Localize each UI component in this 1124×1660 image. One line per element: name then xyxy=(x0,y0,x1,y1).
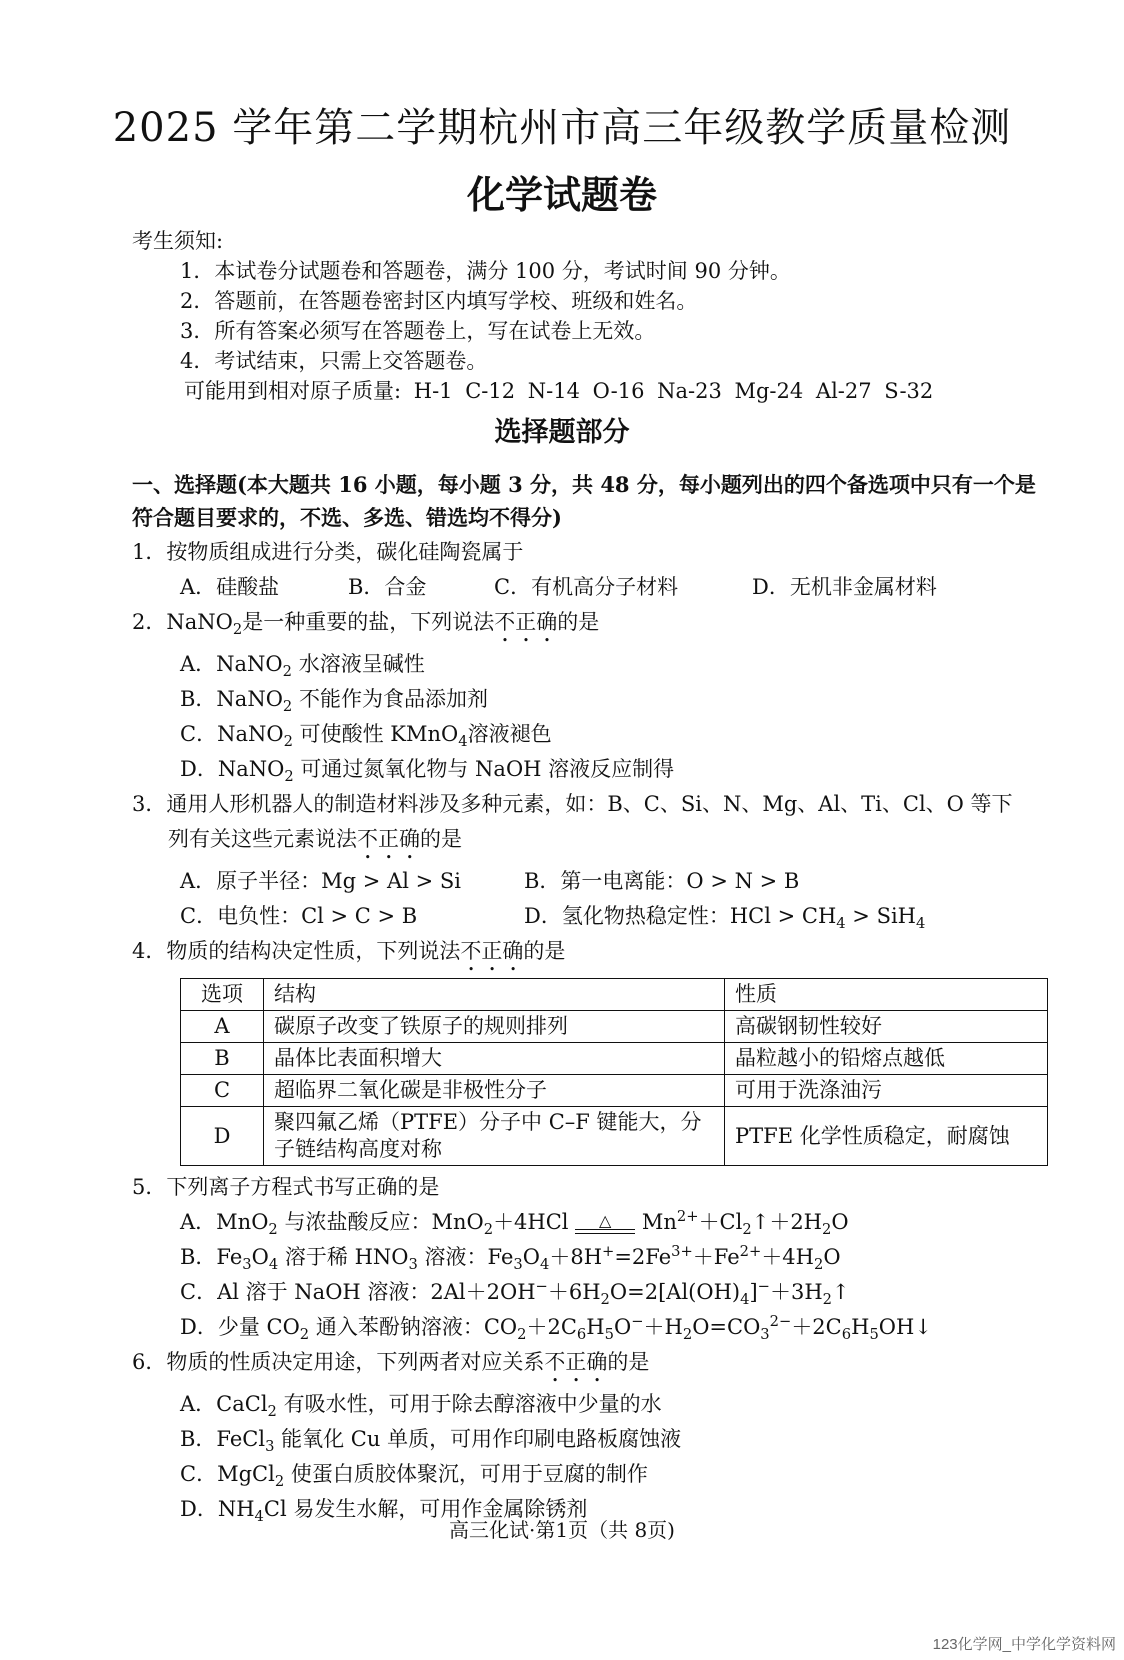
emphasis-text: 不正确 xyxy=(544,1350,608,1374)
option-a: A．原子半径：Mg > Al > Si xyxy=(180,869,461,893)
notice-item: 1．本试卷分试题卷和答题卷，满分 100 分，考试时间 90 分钟。 xyxy=(180,259,791,283)
table-header: 结构 xyxy=(264,979,725,1011)
question-4 xyxy=(132,934,1062,1166)
candidate-notice xyxy=(132,226,1072,406)
table-row xyxy=(181,1107,1048,1166)
notice-item: 2．答题前，在答题卷密封区内填写学校、班级和姓名。 xyxy=(180,289,698,313)
question-5 xyxy=(132,1170,1062,1345)
page-title: 2025 学年第二学期杭州市高三年级教学质量检测 xyxy=(112,105,1012,151)
heating-equals-sign: △ xyxy=(575,1214,635,1234)
option-c: C．电负性：Cl > C > B xyxy=(180,904,418,928)
question-stem: 1．按物质组成进行分类，碳化硅陶瓷属于 xyxy=(132,540,524,564)
option-b: B．$Fe_3O_4$ 溶于稀 $HNO_3$ 溶液：$Fe_3O_4+8H^+=2Fe^{3+}+Fe^{2+}+4H_2O$ xyxy=(180,1243,841,1274)
options-row xyxy=(132,899,1062,934)
option-c: C．MgCl$_2$ 使蛋白质胶体聚沉，可用于豆腐的制作 xyxy=(180,1462,648,1491)
emphasis-text: 不正确 xyxy=(460,939,524,963)
option-c: C．Al 溶于 NaOH 溶液：$2Al+2OH^-+6H_2O=2[Al(OH)_4]^-+3H_2↑$ xyxy=(180,1278,850,1309)
table-cell: 可用于洗涤油污 xyxy=(725,1075,1048,1107)
table-header: 性质 xyxy=(725,979,1048,1011)
option-a: A．硅酸盐 xyxy=(180,575,280,599)
options-row xyxy=(132,864,1062,899)
table-row xyxy=(181,1075,1048,1107)
emphasis-text: 不正确 xyxy=(494,610,558,634)
table-row xyxy=(181,1011,1048,1043)
question-stem: 4．物质的结构决定性质，下列说法不正确的是 xyxy=(132,939,566,963)
table-cell: 超临界二氧化碳是非极性分子 xyxy=(264,1075,725,1107)
question-stem: 2．NaNO$_2$是一种重要的盐，下列说法不正确的是 xyxy=(132,610,600,639)
question-stem: 5．下列离子方程式书写正确的是 xyxy=(132,1175,440,1199)
option-b: B．FeCl$_3$ 能氧化 Cu 单质，可用作印刷电路板腐蚀液 xyxy=(180,1427,682,1456)
page-footer: 高三化试·第1页（共 8页) xyxy=(449,1518,675,1542)
page-subtitle: 化学试题卷 xyxy=(466,172,657,217)
notice-heading: 考生须知: xyxy=(132,229,224,253)
table-header-row xyxy=(181,979,1048,1011)
option-c: C．有机高分子材料 xyxy=(494,575,679,599)
question-3 xyxy=(132,787,1062,934)
question-6 xyxy=(132,1345,1062,1527)
emphasis-text: 不正确 xyxy=(357,827,420,851)
option-b: B．合金 xyxy=(348,575,427,599)
option-a: A．NaNO$_2$ 水溶液呈碱性 xyxy=(180,652,425,681)
table-cell: A xyxy=(181,1011,264,1043)
table-cell: 晶体比表面积增大 xyxy=(264,1043,725,1075)
table-cell: B xyxy=(181,1043,264,1075)
part-heading: 一、选择题(本大题共 16 小题，每小题 3 分，共 48 分，每小题列出的四个备选项中只有一个是符合题目要求的，不选、多选、错选均不得分) xyxy=(132,472,1036,530)
table-cell: 高碳钢韧性较好 xyxy=(725,1011,1048,1043)
table-cell: PTFE 化学性质稳定，耐腐蚀 xyxy=(725,1107,1048,1166)
question-stem: 3．通用人形机器人的制造材料涉及多种元素，如：B、C、Si、N、Mg、Al、Ti、Cl、O 等下 xyxy=(132,792,1013,816)
watermark: 123化学网_中学化学资料网 xyxy=(932,1636,1116,1653)
structure-property-table xyxy=(180,978,1048,1166)
table-cell: 碳原子改变了铁原子的规则排列 xyxy=(264,1011,725,1043)
table-cell: D xyxy=(181,1107,264,1166)
table-cell: C xyxy=(181,1075,264,1107)
notice-item: 3．所有答案必须写在答题卷上，写在试卷上无效。 xyxy=(180,319,656,343)
option-d: D．无机非金属材料 xyxy=(752,575,937,599)
option-b: B．NaNO$_2$ 不能作为食品添加剂 xyxy=(180,687,488,716)
questions xyxy=(132,535,1062,1527)
atomic-masses: 可能用到相对原子质量: H-1 C-12 N-14 O-16 Na-23 Mg-24 Al-27 S-32 xyxy=(184,379,934,403)
option-a: A．CaCl$_2$ 有吸水性，可用于除去醇溶液中少量的水 xyxy=(180,1392,662,1421)
option-b: B．第一电离能：O > N > B xyxy=(524,869,800,893)
option-d: D．NaNO$_2$ 可通过氮氧化物与 NaOH 溶液反应制得 xyxy=(180,757,675,786)
notice-item: 4．考试结束，只需上交答题卷。 xyxy=(180,349,488,373)
table-cell: 晶粒越小的铅熔点越低 xyxy=(725,1043,1048,1075)
table-header: 选项 xyxy=(181,979,264,1011)
table-cell: 聚四氟乙烯（PTFE）分子中 C–F 键能大，分子链结构高度对称 xyxy=(264,1107,725,1166)
option-d: D．少量 $CO_2$ 通入苯酚钠溶液：$CO_2+2C_6H_5O^-+H_2O=CO_3^{2-}+2C_6H_5OH↓$ xyxy=(180,1313,932,1344)
options-row xyxy=(132,570,1062,605)
table-row xyxy=(181,1043,1048,1075)
question-stem-cont: 列有关这些元素说法不正确的是 xyxy=(168,827,462,851)
question-2 xyxy=(132,605,1062,787)
question-stem: 6．物质的性质决定用途，下列两者对应关系不正确的是 xyxy=(132,1350,650,1374)
option-a: A．MnO$_2$ 与浓盐酸反应：MnO$_2$＋4HCl △ $Mn^{2+}+Cl_2↑+2H_2O$ xyxy=(180,1208,849,1239)
option-d: D．氢化物热稳定性：HCl > $CH_4 > SiH_4$ xyxy=(524,904,926,933)
question-1 xyxy=(132,535,1062,605)
option-d: D．$NH_4Cl$ 易发生水解，可用作金属除锈剂 xyxy=(180,1497,588,1526)
section-title: 选择题部分 xyxy=(494,417,630,448)
option-c: C．NaNO$_2$ 可使酸性 KMnO$_4$溶液褪色 xyxy=(180,722,552,751)
